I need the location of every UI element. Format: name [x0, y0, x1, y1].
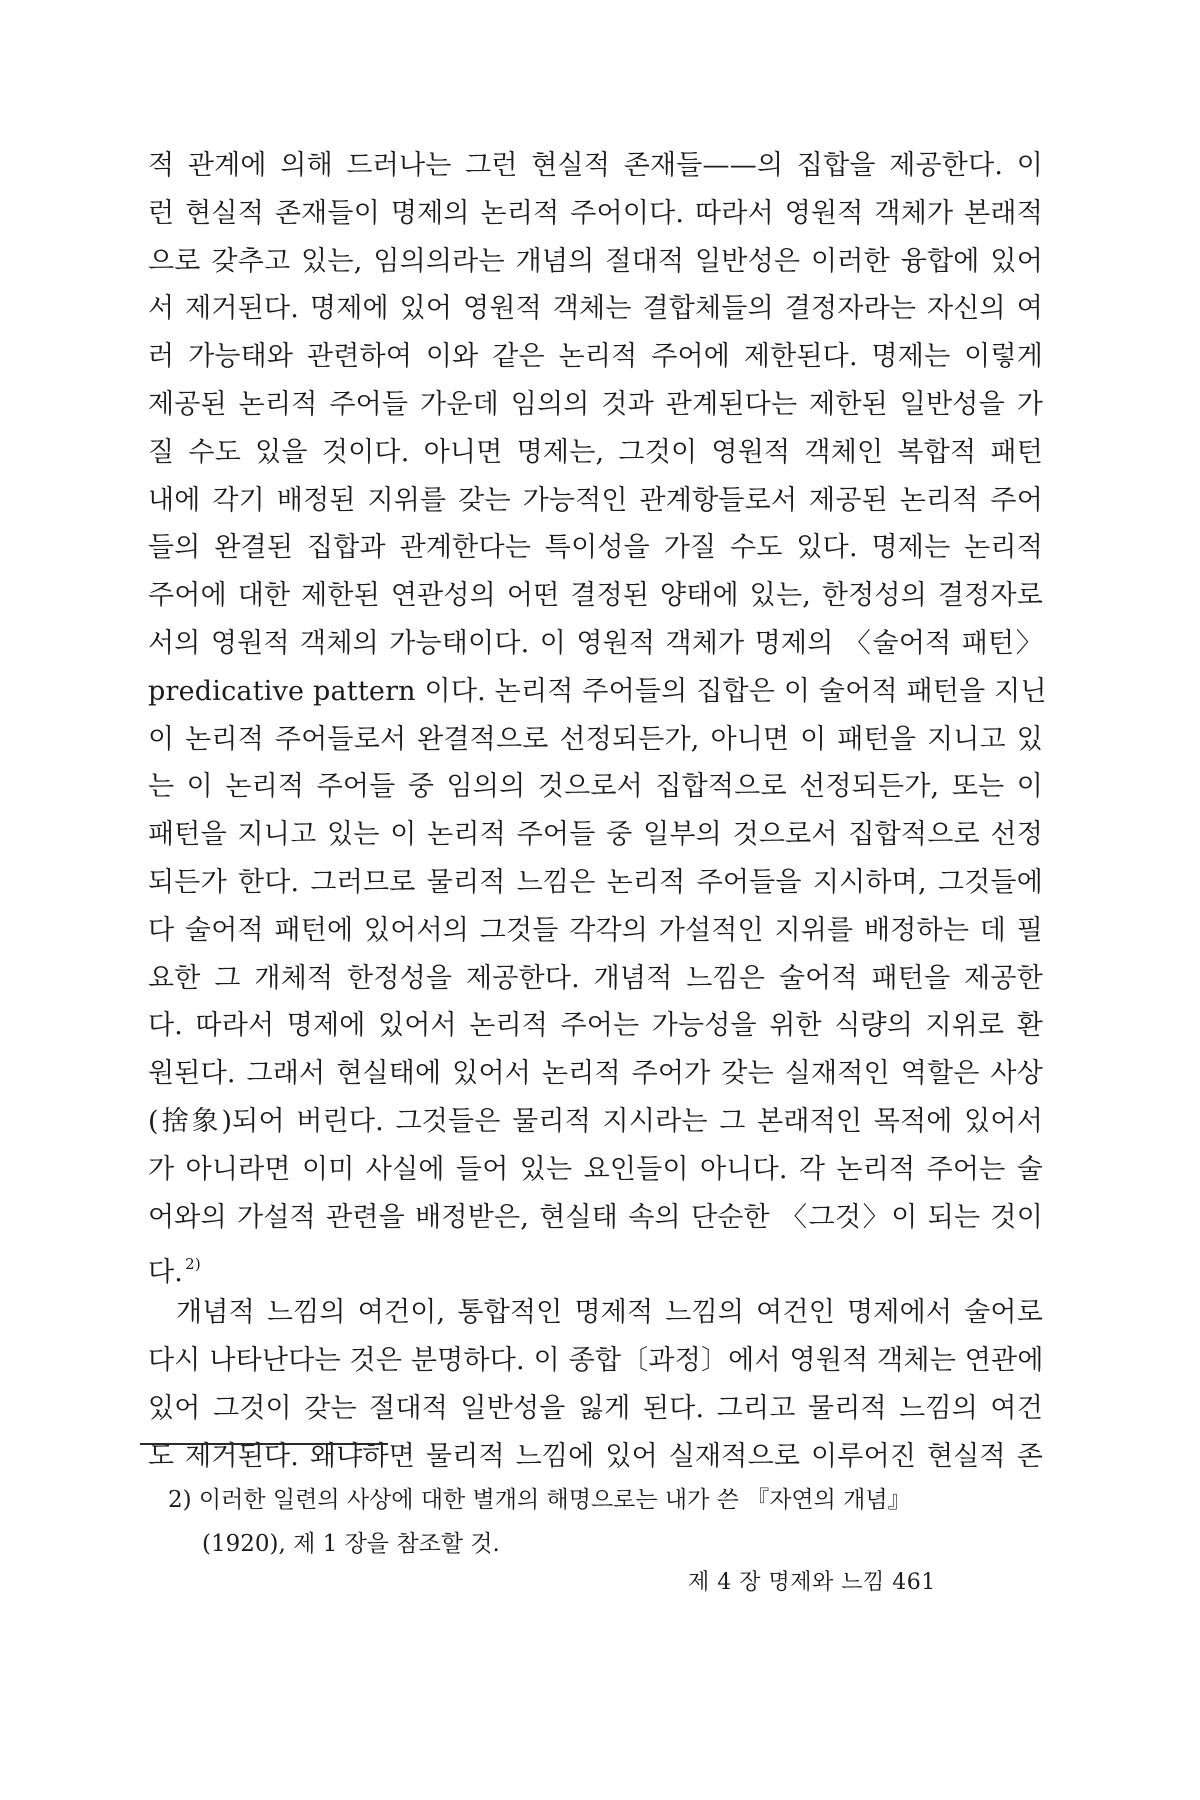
text-line: 다. [148, 1257, 184, 1289]
text-line: 러 가능태와 관련하여 이와 같은 논리적 주어에 제한된다. 명제는 이렇게 [148, 341, 1043, 373]
text-line: 서 제거된다. 명제에 있어 영원적 객체는 결합체들의 결정자라는 자신의 여 [148, 293, 1043, 325]
text-line: 되든가 한다. 그러므로 물리적 느낌은 논리적 주어들을 지시하며, 그것들에 [148, 866, 1043, 898]
text-line: 패턴을 지니고 있는 이 논리적 주어들 중 일부의 것으로서 집합적으로 선정 [148, 819, 1043, 851]
text-line-end [148, 1241, 1043, 1289]
paragraph-line: 도 제거된다. 왜냐하면 물리적 느낌에 있어 실재적으로 이루어진 현실적 존 [148, 1440, 1043, 1472]
footnote-line: (1920), 제 1 장을 참조할 것. [202, 1531, 500, 1557]
text-line: 런 현실적 존재들이 명제의 논리적 주어이다. 따라서 영원적 객체가 본래적 [148, 197, 1043, 229]
text-line: 원된다. 그래서 현실태에 있어서 논리적 주어가 갖는 실재적인 역할은 사상 [148, 1058, 1043, 1090]
text-line: 으로 갖추고 있는, 임의의라는 개념의 절대적 일반성은 이러한 융합에 있어 [148, 245, 1043, 277]
text-line: 이 논리적 주어들로서 완결적으로 선정되든가, 아니면 이 패턴을 지니고 있 [148, 723, 1043, 755]
text-line: 들의 완결된 집합과 관계한다는 특이성을 가질 수도 있다. 명제는 논리적 [148, 532, 1043, 564]
text-line: 어와의 가설적 관련을 배정받은, 현실태 속의 단순한 〈그것〉이 되는 것이 [148, 1201, 1043, 1233]
text-line: 질 수도 있을 것이다. 아니면 명제는, 그것이 영원적 객체인 복합적 패턴 [148, 436, 1043, 468]
text-line: 는 이 논리적 주어들 중 임의의 것으로서 집합적으로 선정되든가, 또는 이 [148, 771, 1043, 803]
text-line: 서의 영원적 객체의 가능태이다. 이 영원적 객체가 명제의 〈술어적 패턴〉 [148, 627, 1043, 659]
footnote-divider [140, 1443, 388, 1445]
main-text [148, 142, 1047, 1480]
text-line: 주어에 대한 제한된 연관성의 어떤 결정된 양태에 있는, 한정성의 결정자로 [148, 580, 1043, 612]
text-line: 다. 따라서 명제에 있어서 논리적 주어는 가능성을 위한 식량의 지위로 환 [148, 1010, 1043, 1042]
footnote-line: 2) 이러한 일련의 사상에 대한 별개의 해명으로는 내가 쓴 『자연의 개념』 [168, 1487, 911, 1513]
text-line: (捨象)되어 버린다. 그것들은 물리적 지시라는 그 본래적인 목적에 있어서 [148, 1105, 1043, 1137]
text-line: predicative pattern 이다. 논리적 주어들의 집합은 이 술어적 패턴을 지닌 [148, 675, 1047, 707]
text-line: 가 아니라면 이미 사실에 들어 있는 요인들이 아니다. 각 논리적 주어는 술 [148, 1153, 1043, 1185]
paragraph-line: 다시 나타난다는 것은 분명하다. 이 종합〔과정〕에서 영원적 객체는 연관에 [148, 1344, 1044, 1376]
footnote-reference[interactable]: 2) [185, 1255, 201, 1274]
running-footer: 제 4 장 명제와 느낌 461 [688, 1570, 936, 1595]
text-line: 제공된 논리적 주어들 가운데 임의의 것과 관계된다는 제한된 일반성을 가 [148, 388, 1043, 420]
paragraph-line: 개념적 느낌의 여건이, 통합적인 명제적 느낌의 여건인 명제에서 술어로 [176, 1297, 1043, 1329]
footnote [168, 1478, 1038, 1566]
text-line: 요한 그 개체적 한정성을 제공한다. 개념적 느낌은 술어적 패턴을 제공한 [148, 962, 1043, 994]
text-line: 다 술어적 패턴에 있어서의 그것들 각각의 가설적인 지위를 배정하는 데 필 [148, 914, 1043, 946]
text-line: 내에 각기 배정된 지위를 갖는 가능적인 관계항들로서 제공된 논리적 주어 [148, 484, 1043, 516]
paragraph-line: 있어 그것이 갖는 절대적 일반성을 잃게 된다. 그리고 물리적 느낌의 여건 [148, 1392, 1043, 1424]
text-line: 적 관계에 의해 드러나는 그런 현실적 존재들——의 집합을 제공한다. 이 [148, 150, 1043, 181]
